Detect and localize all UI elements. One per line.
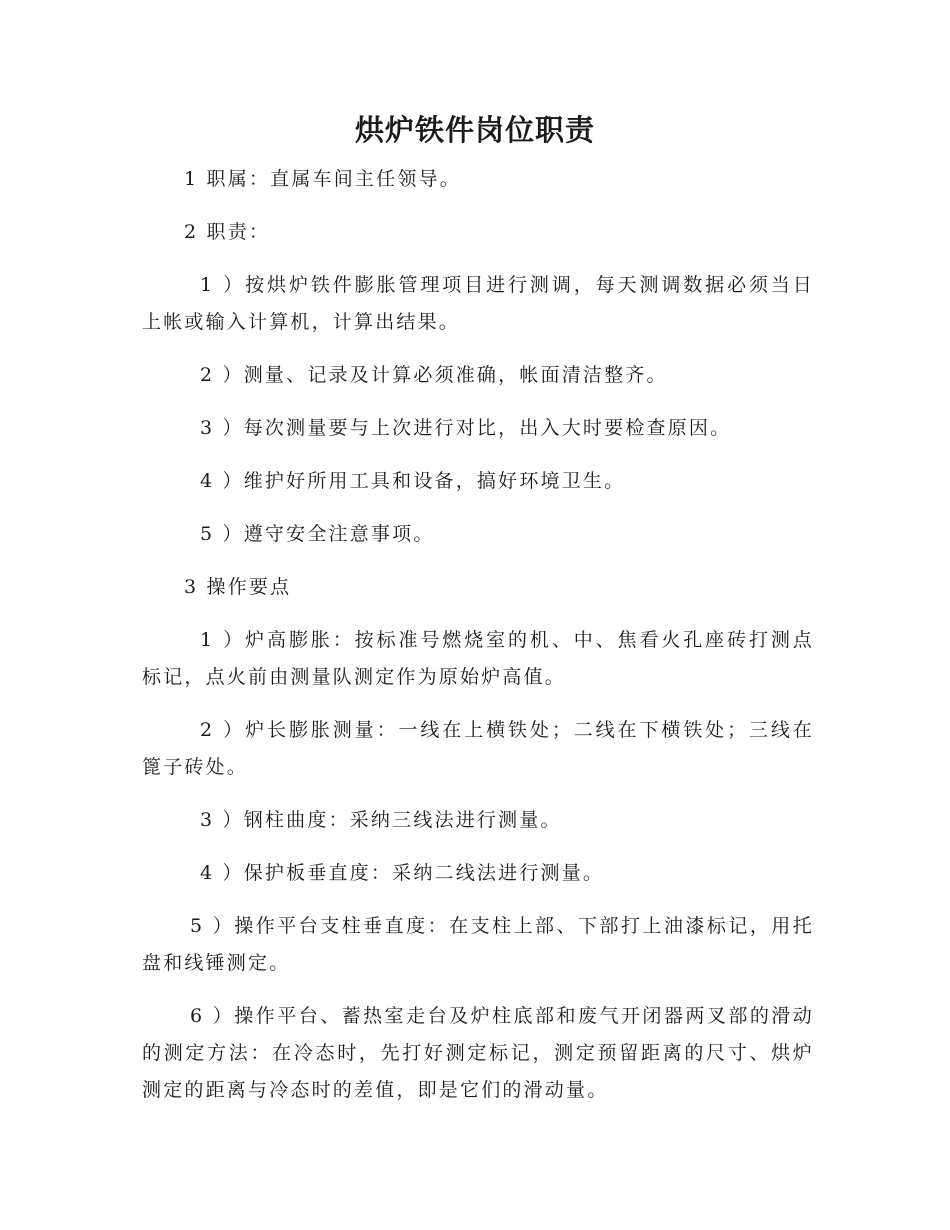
paragraph: 6 ）操作平台、蓄热室走台及炉柱底部和废气开闭器两叉部的滑动的测定方法：在冷态时，先打好测定标记，测定预留距离的尺寸、烘炉测定的距离与冷态时的差值，即是它们的滑动量。: [142, 1005, 814, 1101]
paragraph: 2 ）炉长膨胀测量：一线在上横铁处；二线在下横铁处；三线在篦子砖处。: [142, 719, 814, 778]
paragraph: 4 ）维护好所用工具和设备，搞好环境卫生。: [200, 470, 626, 492]
paragraph: 3 操作要点: [184, 576, 292, 598]
paragraph: 3 ）每次测量要与上次进行对比，出入大时要检查原因。: [200, 417, 732, 439]
paragraph: 4 ）保护板垂直度：采纳二线法进行测量。: [200, 862, 605, 884]
paragraph: 3 ）钢柱曲度：采纳三线法进行测量。: [200, 809, 562, 831]
paragraph: 5 ）遵守安全注意事项。: [200, 523, 435, 545]
paragraph: 1 ）按烘炉铁件膨胀管理项目进行测调，每天测调数据必须当日上帐或输入计算机，计算出结果。: [142, 274, 814, 333]
paragraph: 1 职属：直属车间主任领导。: [184, 168, 461, 190]
document-body: [142, 161, 814, 1125]
paragraph: 2 ）测量、记录及计算必须准确，帐面清洁整齐。: [200, 364, 668, 386]
paragraph: 1 ）炉高膨胀：按标准号燃烧室的机、中、焦看火孔座砖打测点标记，点火前由测量队测定作为原始炉高值。: [142, 629, 814, 688]
document-title: 烘炉铁件岗位职责: [354, 113, 595, 147]
paragraph: 5 ）操作平台支柱垂直度：在支柱上部、下部打上油漆标记，用托盘和线锤测定。: [142, 915, 814, 974]
paragraph: 2 职责：: [184, 221, 271, 243]
